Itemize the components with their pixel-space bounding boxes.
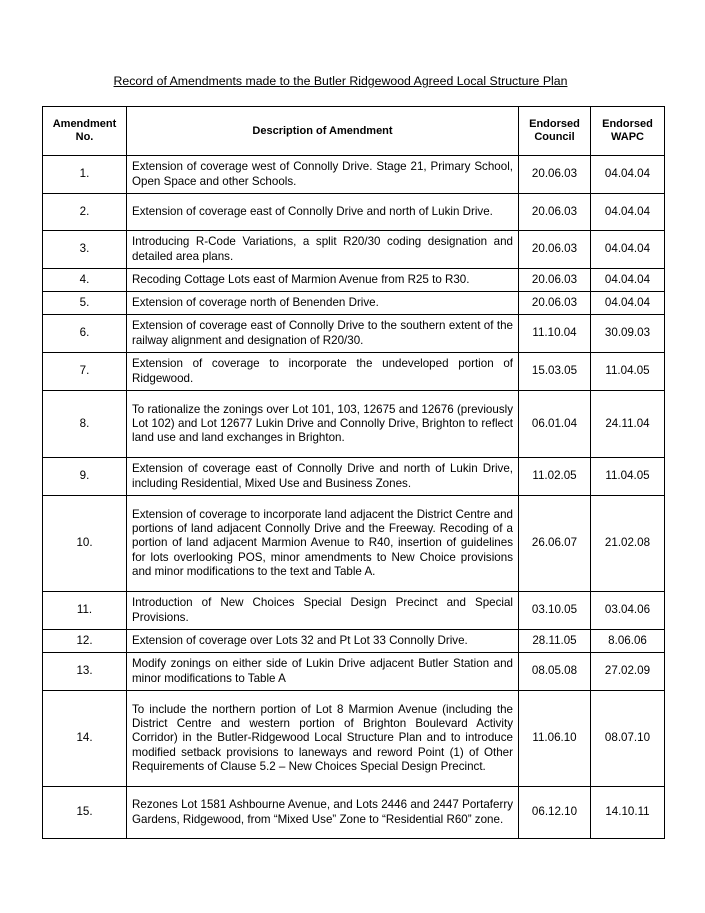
table-row	[43, 496, 665, 592]
table-row	[43, 458, 665, 496]
amendment-no: 7.	[43, 353, 127, 391]
amendment-description: To rationalize the zonings over Lot 101, 103, 12675 and 12676 (previously Lot 102) and Lot 12677 Lukin Drive and Connolly Drive, Brighton to reflect land use and land exchanges in Brighton.	[127, 391, 519, 458]
endorsed-council-date: 11.10.04	[519, 315, 591, 353]
header-endorsed-council: Endorsed Council	[519, 107, 591, 156]
table-row	[43, 630, 665, 653]
endorsed-council-date: 06.01.04	[519, 391, 591, 458]
table-row	[43, 592, 665, 630]
endorsed-wapc-date: 04.04.04	[591, 231, 665, 269]
amendment-description: Extension of coverage east of Connolly Drive to the southern extent of the railway alignment and designation of R20/30.	[127, 315, 519, 353]
endorsed-wapc-date: 27.02.09	[591, 653, 665, 691]
endorsed-wapc-date: 04.04.04	[591, 156, 665, 194]
table-row	[43, 269, 665, 292]
amendment-description: Modify zonings on either side of Lukin Drive adjacent Butler Station and minor modifications to Table A	[127, 653, 519, 691]
header-description: Description of Amendment	[127, 107, 519, 156]
endorsed-wapc-date: 03.04.06	[591, 592, 665, 630]
endorsed-wapc-date: 04.04.04	[591, 194, 665, 231]
table-row	[43, 315, 665, 353]
amendment-description: Introducing R-Code Variations, a split R20/30 coding designation and detailed area plans.	[127, 231, 519, 269]
amendment-no: 15.	[43, 787, 127, 839]
amendment-description: Rezones Lot 1581 Ashbourne Avenue, and Lots 2446 and 2447 Portaferry Gardens, Ridgewood, from “Mixed Use” Zone to “Residential R60” zone.	[127, 787, 519, 839]
amendment-no: 5.	[43, 292, 127, 315]
header-amendment-no: Amendment No.	[43, 107, 127, 156]
endorsed-wapc-date: 14.10.11	[591, 787, 665, 839]
endorsed-council-date: 08.05.08	[519, 653, 591, 691]
amendment-description: Extension of coverage west of Connolly Drive. Stage 21, Primary School, Open Space and other Schools.	[127, 156, 519, 194]
table-row	[43, 391, 665, 458]
table-row	[43, 292, 665, 315]
endorsed-wapc-date: 11.04.05	[591, 353, 665, 391]
amendment-no: 2.	[43, 194, 127, 231]
endorsed-wapc-date: 11.04.05	[591, 458, 665, 496]
amendment-description: Extension of coverage north of Benenden Drive.	[127, 292, 519, 315]
endorsed-wapc-date: 04.04.04	[591, 292, 665, 315]
endorsed-council-date: 11.06.10	[519, 691, 591, 787]
table-row	[43, 787, 665, 839]
endorsed-wapc-date: 8.06.06	[591, 630, 665, 653]
endorsed-wapc-date: 24.11.04	[591, 391, 665, 458]
table-row	[43, 691, 665, 787]
amendment-description: Extension of coverage to incorporate the undeveloped portion of Ridgewood.	[127, 353, 519, 391]
amendment-description: Extension of coverage to incorporate land adjacent the District Centre and portions of land adjacent Connolly Drive and the Freeway. Recoding of a portion of land adjacent Marmion Avenue to R40, insertion of guidelines for lots overlooking POS, minor amendments to New Choice provisions and minor modifications to the text and Table A.	[127, 496, 519, 592]
amendment-description: Extension of coverage east of Connolly Drive and north of Lukin Drive.	[127, 194, 519, 231]
endorsed-council-date: 26.06.07	[519, 496, 591, 592]
endorsed-council-date: 20.06.03	[519, 292, 591, 315]
amendment-no: 11.	[43, 592, 127, 630]
endorsed-council-date: 20.06.03	[519, 231, 591, 269]
endorsed-wapc-date: 30.09.03	[591, 315, 665, 353]
amendment-no: 13.	[43, 653, 127, 691]
endorsed-wapc-date: 08.07.10	[591, 691, 665, 787]
endorsed-wapc-date: 21.02.08	[591, 496, 665, 592]
amendments-table	[42, 106, 665, 839]
endorsed-council-date: 15.03.05	[519, 353, 591, 391]
amendment-no: 14.	[43, 691, 127, 787]
table-row	[43, 156, 665, 194]
document-title: Record of Amendments made to the Butler Ridgewood Agreed Local Structure Plan	[113, 74, 568, 88]
table-row	[43, 231, 665, 269]
endorsed-council-date: 20.06.03	[519, 156, 591, 194]
table-row	[43, 353, 665, 391]
amendment-no: 10.	[43, 496, 127, 592]
amendment-description: To include the northern portion of Lot 8 Marmion Avenue (including the District Centre and western portion of Brighton Boulevard Activity Corridor) in the Butler-Ridgewood Local Structure Plan and to introduce modified setback provisions to laneways and reword Point (1) of Other Requirements of Clause 5.2 – New Choices Special Design Precinct.	[127, 691, 519, 787]
amendment-no: 1.	[43, 156, 127, 194]
amendment-no: 12.	[43, 630, 127, 653]
header-endorsed-wapc: Endorsed WAPC	[591, 107, 665, 156]
amendment-no: 9.	[43, 458, 127, 496]
amendment-description: Extension of coverage over Lots 32 and Pt Lot 33 Connolly Drive.	[127, 630, 519, 653]
endorsed-council-date: 06.12.10	[519, 787, 591, 839]
amendment-description: Extension of coverage east of Connolly Drive and north of Lukin Drive, including Residential, Mixed Use and Business Zones.	[127, 458, 519, 496]
endorsed-council-date: 11.02.05	[519, 458, 591, 496]
endorsed-wapc-date: 04.04.04	[591, 269, 665, 292]
amendment-description: Recoding Cottage Lots east of Marmion Avenue from R25 to R30.	[127, 269, 519, 292]
table-header-row	[43, 107, 665, 156]
amendment-no: 6.	[43, 315, 127, 353]
endorsed-council-date: 20.06.03	[519, 194, 591, 231]
endorsed-council-date: 28.11.05	[519, 630, 591, 653]
table-row	[43, 653, 665, 691]
amendment-no: 8.	[43, 391, 127, 458]
endorsed-council-date: 03.10.05	[519, 592, 591, 630]
amendment-no: 3.	[43, 231, 127, 269]
table-row	[43, 194, 665, 231]
amendment-description: Introduction of New Choices Special Design Precinct and Special Provisions.	[127, 592, 519, 630]
amendment-no: 4.	[43, 269, 127, 292]
endorsed-council-date: 20.06.03	[519, 269, 591, 292]
